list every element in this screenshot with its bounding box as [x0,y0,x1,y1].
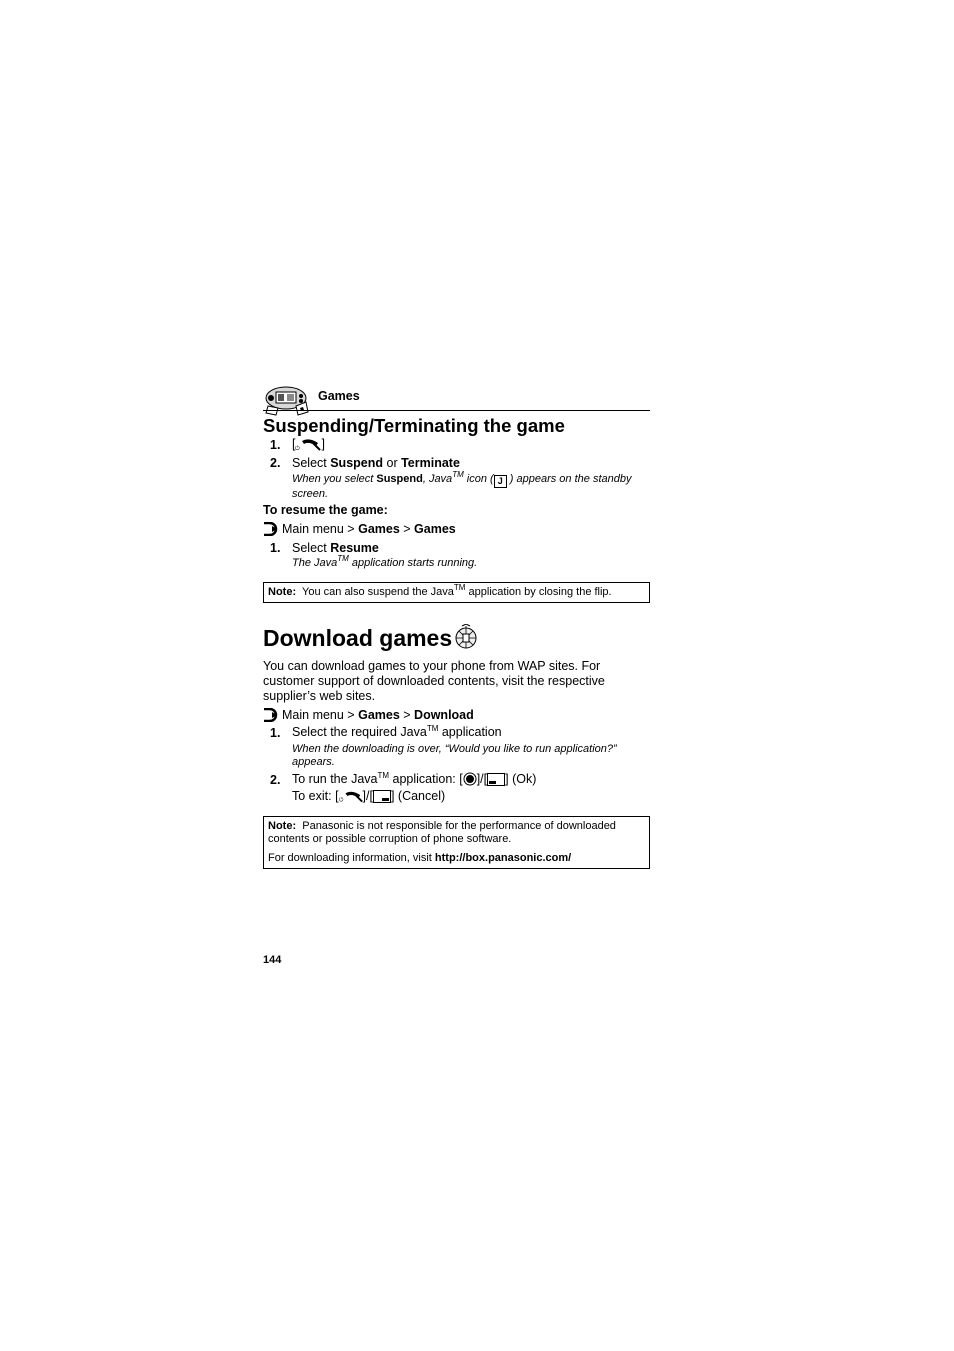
right-soft-key-icon [373,790,391,803]
left-soft-key-icon [487,773,505,786]
resume-heading: To resume the game: [263,503,388,517]
java-icon: J [494,475,507,488]
download-step1-text: Select the required Java™ application [292,724,502,739]
step-number: 1. [270,726,281,740]
joystick-key-icon [463,772,477,786]
menu-path: Main menu > Games > Games [263,522,456,536]
step-number: 1. [270,541,281,555]
intro-paragraph: You can download games to your phone from WAP sites. For customer support of downloaded contents, visit the respective supplier’s web sites. [263,659,605,703]
page-number: 144 [263,954,282,966]
download-games-icon [452,624,480,650]
download-exit-text: To exit: [ ⏻ ]/[ ] (Cancel) [292,789,446,803]
step2-text: Select Suspend or Terminate [292,456,460,470]
note-box: Note: Panasonic is not responsible for the performance of downloaded contents or possible corruption of phone software. For downloading information, visit http://box.panasonic.com/ [263,816,650,869]
arrow-icon [263,708,279,722]
download-step2-text: To run the Java™ application: [ ]/[ ] (Ok) [292,771,537,786]
games-icon [264,384,310,416]
step-number: 1. [270,438,281,452]
resume-step-note: The Java™ application starts running. [292,554,478,569]
resume-step-text: Select Resume [292,541,379,555]
menu-path: Main menu > Games > Download [263,708,474,722]
arrow-icon [263,522,279,536]
step-number: 2. [270,456,281,470]
header-rule [263,410,650,411]
end-call-key-icon [295,437,321,451]
svg-text:⏻: ⏻ [295,445,301,451]
note-box: Note: You can also suspend the Java™ application by closing the flip. [263,582,650,603]
panasonic-link[interactable]: http://box.panasonic.com/ [434,852,572,864]
step-number: 2. [270,773,281,787]
end-call-key-icon [339,789,363,803]
step2-note: When you select Suspend, Java™ icon ( J ) appears on the standby screen. [292,470,632,500]
header-title: Games [318,389,360,403]
download-step1-note: When the downloading is over, “Would you like to run application?” appears. [292,743,617,768]
section-heading-download: Download games [263,624,480,652]
step1-key: [ ⏻ ] [292,437,325,451]
section-heading-suspend: Suspending/Terminating the game [263,415,565,436]
svg-text:⏻: ⏻ [338,797,343,803]
